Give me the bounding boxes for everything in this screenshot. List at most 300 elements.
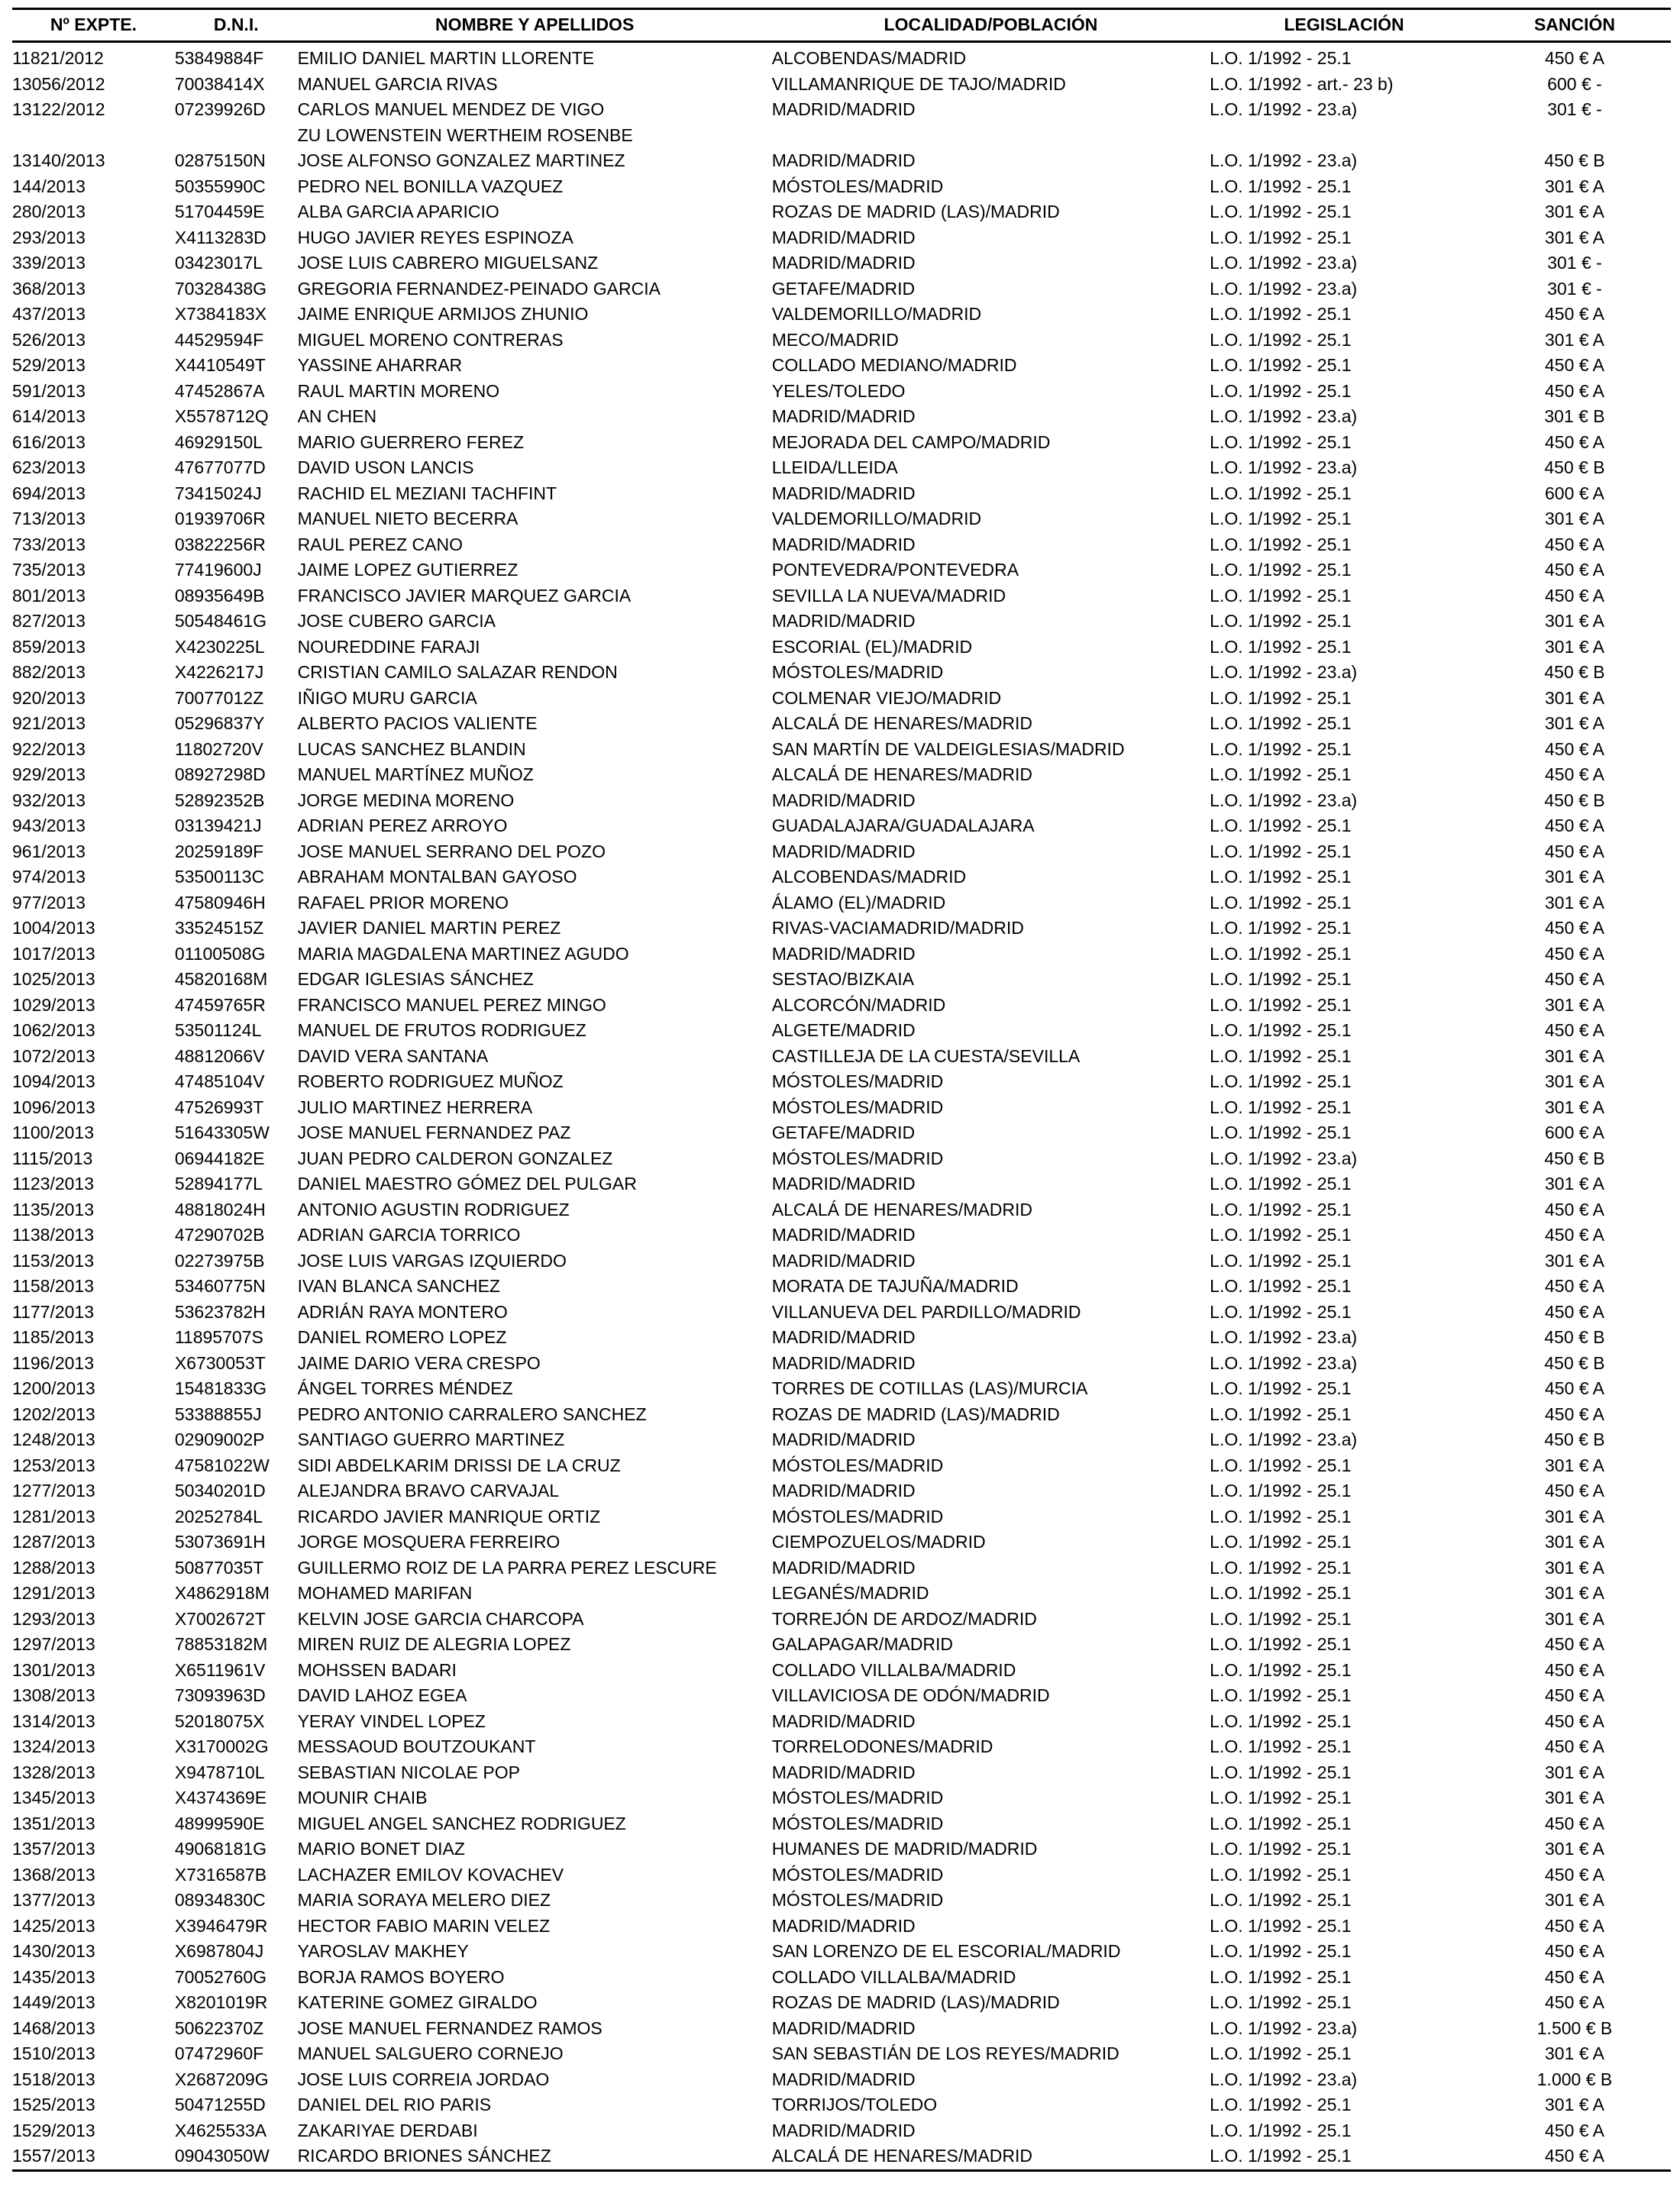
cell-legislacion bbox=[1210, 1044, 1478, 1070]
table-row bbox=[12, 788, 1671, 814]
cell-line: EDGAR IGLESIAS SÁNCHEZ bbox=[297, 969, 534, 989]
cell-sancion bbox=[1478, 839, 1671, 865]
cell-line: X5578712Q bbox=[174, 406, 269, 426]
cell-expte bbox=[12, 1939, 175, 1965]
cell-line: 713/2013 bbox=[12, 509, 86, 528]
cell-line: PEDRO NEL BONILLA VAZQUEZ bbox=[297, 176, 564, 196]
cell-sancion bbox=[1478, 916, 1671, 942]
cell-localidad bbox=[772, 942, 1210, 968]
cell-sancion bbox=[1478, 1223, 1671, 1249]
cell-line: 73415024J bbox=[174, 483, 262, 503]
cell-localidad bbox=[772, 1120, 1210, 1146]
table-row bbox=[12, 2067, 1671, 2093]
cell-line: JUAN PEDRO CALDERON GONZALEZ bbox=[297, 1148, 613, 1168]
cell-line: MADRID/MADRID bbox=[771, 2120, 916, 2140]
cell-localidad bbox=[772, 1530, 1210, 1555]
cell-localidad bbox=[772, 506, 1210, 532]
cell-dni bbox=[175, 1351, 298, 1377]
cell-nombre bbox=[298, 2016, 772, 2042]
cell-line: L.O. 1/1992 - 25.1 bbox=[1210, 560, 1352, 580]
cell-line: 20259189F bbox=[174, 841, 264, 861]
cell-line: CASTILLEJA DE LA CUESTA/SEVILLA bbox=[771, 1045, 1081, 1066]
cell-expte bbox=[12, 2041, 175, 2067]
cell-nombre bbox=[298, 890, 772, 916]
cell-line: 07239926D bbox=[174, 99, 266, 119]
cell-sancion bbox=[1478, 430, 1671, 456]
cell-line: 1158/2013 bbox=[12, 1276, 95, 1296]
cell-dni bbox=[175, 72, 298, 98]
cell-dni bbox=[175, 250, 298, 276]
table-header bbox=[12, 9, 1671, 42]
cell-sancion bbox=[1478, 1069, 1671, 1095]
cell-dni bbox=[175, 1274, 298, 1300]
cell-line: 450 € A bbox=[1544, 738, 1605, 759]
cell-sancion bbox=[1478, 609, 1671, 635]
cell-line: RIVAS-VACIAMADRID/MADRID bbox=[771, 918, 1024, 938]
cell-legislacion bbox=[1210, 532, 1478, 558]
cell-legislacion bbox=[1210, 609, 1478, 635]
cell-legislacion bbox=[1210, 1274, 1478, 1300]
cell-line: FRANCISCO JAVIER MARQUEZ GARCIA bbox=[297, 585, 632, 606]
cell-dni bbox=[175, 97, 298, 148]
cell-line: MECO/MADRID bbox=[771, 329, 899, 350]
cell-expte bbox=[12, 864, 175, 890]
cell-dni bbox=[175, 1581, 298, 1607]
cell-nombre bbox=[298, 1785, 772, 1811]
cell-line: MÓSTOLES/MADRID bbox=[771, 1890, 944, 1910]
cell-line: ÁLAMO (EL)/MADRID bbox=[771, 892, 946, 913]
cell-line: 50355990C bbox=[174, 176, 266, 196]
table-row bbox=[12, 1146, 1671, 1172]
table-row bbox=[12, 302, 1671, 328]
cell-line: 1115/2013 bbox=[12, 1148, 93, 1168]
cell-dni bbox=[175, 890, 298, 916]
cell-dni bbox=[175, 1709, 298, 1735]
cell-localidad bbox=[772, 1453, 1210, 1479]
cell-line: SIDI ABDELKARIM DRISSI DE LA CRUZ bbox=[297, 1455, 621, 1475]
cell-line: 1096/2013 bbox=[12, 1097, 95, 1117]
cell-dni bbox=[175, 967, 298, 993]
table-row bbox=[12, 1607, 1671, 1633]
cell-line: 70052760G bbox=[174, 1966, 267, 1987]
table-row bbox=[12, 506, 1671, 532]
cell-sancion bbox=[1478, 1146, 1671, 1172]
cell-line: 301 € A bbox=[1544, 329, 1605, 350]
cell-nombre bbox=[298, 839, 772, 865]
cell-line: 73093963D bbox=[174, 1685, 266, 1705]
cell-line: MEJORADA DEL CAMPO/MADRID bbox=[771, 431, 1051, 452]
cell-line: MADRID/MADRID bbox=[771, 534, 916, 554]
cell-legislacion bbox=[1210, 1785, 1478, 1811]
cell-expte bbox=[12, 890, 175, 916]
cell-line: JORGE MEDINA MORENO bbox=[297, 790, 515, 810]
cell-line: 1253/2013 bbox=[12, 1455, 95, 1475]
cell-line: 50471255D bbox=[174, 2095, 266, 2114]
table-row bbox=[12, 1683, 1671, 1709]
cell-line: 450 € A bbox=[1544, 1659, 1605, 1680]
cell-expte bbox=[12, 1249, 175, 1274]
cell-line: TORRIJOS/TOLEDO bbox=[771, 2095, 938, 2114]
cell-legislacion bbox=[1210, 583, 1478, 609]
cell-legislacion bbox=[1210, 2118, 1478, 2144]
cell-line: 09043050W bbox=[174, 2146, 270, 2166]
cell-dni bbox=[175, 813, 298, 839]
cell-legislacion bbox=[1210, 1734, 1478, 1760]
cell-line: JOSE CUBERO GARCIA bbox=[297, 611, 496, 631]
cell-localidad bbox=[772, 1555, 1210, 1581]
cell-expte bbox=[12, 609, 175, 635]
cell-line: 920/2013 bbox=[12, 687, 86, 708]
cell-line: 53500113C bbox=[174, 867, 265, 887]
cell-line: L.O. 1/1992 - 23.a) bbox=[1210, 278, 1358, 299]
cell-line: 144/2013 bbox=[12, 176, 86, 196]
cell-line: MIGUEL ANGEL SANCHEZ RODRIGUEZ bbox=[297, 1813, 626, 1833]
cell-line: 47526993T bbox=[174, 1097, 264, 1117]
cell-line: 921/2013 bbox=[12, 713, 86, 733]
cell-line: 827/2013 bbox=[12, 611, 86, 631]
cell-localidad bbox=[772, 481, 1210, 507]
cell-line: MIGUEL MORENO CONTRERAS bbox=[297, 329, 564, 350]
cell-nombre bbox=[298, 1274, 772, 1300]
cell-line: 1308/2013 bbox=[12, 1685, 95, 1705]
cell-line: X4862918M bbox=[174, 1583, 270, 1603]
col-header-nombre: NOMBRE Y APELLIDOS bbox=[298, 9, 772, 42]
cell-localidad bbox=[772, 2067, 1210, 2093]
cell-expte bbox=[12, 1836, 175, 1862]
cell-expte bbox=[12, 379, 175, 405]
table-row bbox=[12, 813, 1671, 839]
cell-legislacion bbox=[1210, 737, 1478, 763]
cell-line: DAVID LAHOZ EGEA bbox=[297, 1685, 467, 1705]
cell-sancion bbox=[1478, 1351, 1671, 1377]
cell-expte bbox=[12, 660, 175, 686]
table-row bbox=[12, 1171, 1671, 1197]
cell-line: COLMENAR VIEJO/MADRID bbox=[771, 687, 1002, 708]
cell-line: L.O. 1/1992 - 23.a) bbox=[1210, 662, 1358, 682]
cell-line: 47485104V bbox=[174, 1071, 265, 1091]
cell-line: 47677077D bbox=[174, 457, 266, 477]
cell-line: 450 € A bbox=[1544, 380, 1605, 401]
cell-localidad bbox=[772, 1171, 1210, 1197]
cell-line: MADRID/MADRID bbox=[771, 483, 916, 503]
table-row bbox=[12, 1376, 1671, 1402]
cell-expte bbox=[12, 788, 175, 814]
cell-line: 529/2013 bbox=[12, 355, 86, 375]
cell-dni bbox=[175, 916, 298, 942]
cell-line: 53073691H bbox=[174, 1532, 266, 1552]
table-row bbox=[12, 174, 1671, 200]
cell-line: 1291/2013 bbox=[12, 1583, 95, 1603]
cell-line: MADRID/MADRID bbox=[771, 943, 916, 964]
cell-line: MÓSTOLES/MADRID bbox=[771, 176, 944, 196]
cell-line: L.O. 1/1992 - 25.1 bbox=[1210, 1199, 1352, 1219]
table-row bbox=[12, 430, 1671, 456]
cell-expte bbox=[12, 1453, 175, 1479]
cell-sancion bbox=[1478, 353, 1671, 379]
cell-sancion bbox=[1478, 1376, 1671, 1402]
cell-line: 301 € A bbox=[1544, 1762, 1605, 1782]
cell-sancion bbox=[1478, 2143, 1671, 2170]
cell-sancion bbox=[1478, 1836, 1671, 1862]
cell-legislacion bbox=[1210, 250, 1478, 276]
cell-line: 450 € A bbox=[1544, 1966, 1605, 1987]
col-header-localidad: LOCALIDAD/POBLACIÓN bbox=[772, 9, 1210, 42]
table-row bbox=[12, 481, 1671, 507]
cell-line: 48818024H bbox=[174, 1199, 266, 1219]
cell-line: ESCORIAL (EL)/MADRID bbox=[771, 636, 973, 657]
cell-legislacion bbox=[1210, 1683, 1478, 1709]
cell-dni bbox=[175, 506, 298, 532]
cell-line: X4226217J bbox=[174, 662, 264, 682]
cell-sancion bbox=[1478, 1760, 1671, 1786]
cell-dni bbox=[175, 430, 298, 456]
table-row bbox=[12, 1223, 1671, 1249]
cell-localidad bbox=[772, 557, 1210, 583]
cell-line: 1287/2013 bbox=[12, 1532, 95, 1552]
cell-sancion bbox=[1478, 532, 1671, 558]
cell-localidad bbox=[772, 1325, 1210, 1351]
cell-line: 293/2013 bbox=[12, 227, 86, 247]
cell-line: YAROSLAV MAKHEY bbox=[297, 1941, 469, 1961]
cell-localidad bbox=[772, 890, 1210, 916]
cell-nombre bbox=[298, 1351, 772, 1377]
cell-dni bbox=[175, 1555, 298, 1581]
cell-dni bbox=[175, 1325, 298, 1351]
cell-legislacion bbox=[1210, 1965, 1478, 1991]
cell-nombre bbox=[298, 1402, 772, 1428]
table-row bbox=[12, 148, 1671, 174]
table-row bbox=[12, 2143, 1671, 2170]
cell-line: GETAFE/MADRID bbox=[771, 1123, 916, 1142]
cell-line: X4410549T bbox=[174, 355, 266, 375]
table-row bbox=[12, 250, 1671, 276]
cell-sancion bbox=[1478, 1785, 1671, 1811]
table-row bbox=[12, 328, 1671, 354]
table-row bbox=[12, 1632, 1671, 1658]
cell-dni bbox=[175, 455, 298, 481]
cell-dni bbox=[175, 1249, 298, 1274]
cell-line: JOSE MANUEL FERNANDEZ PAZ bbox=[297, 1123, 571, 1142]
cell-line: 437/2013 bbox=[12, 304, 86, 324]
cell-localidad bbox=[772, 967, 1210, 993]
cell-line: L.O. 1/1992 - 25.1 bbox=[1210, 1966, 1352, 1987]
cell-dni bbox=[175, 660, 298, 686]
table-row bbox=[12, 1658, 1671, 1684]
cell-nombre bbox=[298, 225, 772, 251]
cell-expte bbox=[12, 1990, 175, 2016]
cell-sancion bbox=[1478, 72, 1671, 98]
cell-line: L.O. 1/1992 - 23.a) bbox=[1210, 2069, 1358, 2089]
cell-legislacion bbox=[1210, 916, 1478, 942]
table-row bbox=[12, 967, 1671, 993]
cell-line: 1345/2013 bbox=[12, 1788, 95, 1807]
cell-line: L.O. 1/1992 - 25.1 bbox=[1210, 2095, 1352, 2114]
cell-localidad bbox=[772, 1376, 1210, 1402]
cell-localidad bbox=[772, 2118, 1210, 2144]
cell-line: 450 € A bbox=[1544, 1020, 1605, 1040]
cell-line: MADRID/MADRID bbox=[771, 790, 916, 810]
cell-line: L.O. 1/1992 - 25.1 bbox=[1210, 1736, 1352, 1756]
cell-line: 450 € A bbox=[1544, 1301, 1605, 1322]
cell-line: 301 € A bbox=[1544, 1839, 1605, 1859]
cell-line: X2687209G bbox=[174, 2069, 269, 2089]
cell-line: SANTIAGO GUERRO MARTINEZ bbox=[297, 1429, 565, 1449]
cell-localidad bbox=[772, 404, 1210, 430]
cell-line: X7002672T bbox=[174, 1608, 266, 1629]
cell-sancion bbox=[1478, 686, 1671, 712]
cell-line: MANUEL MARTÍNEZ MUÑOZ bbox=[297, 764, 534, 784]
cell-nombre bbox=[298, 481, 772, 507]
cell-line: MÓSTOLES/MADRID bbox=[771, 1455, 944, 1475]
cell-legislacion bbox=[1210, 1811, 1478, 1837]
cell-expte bbox=[12, 1734, 175, 1760]
cell-expte bbox=[12, 1862, 175, 1888]
cell-line: L.O. 1/1992 - 25.1 bbox=[1210, 867, 1352, 887]
cell-nombre bbox=[298, 762, 772, 788]
cell-line: L.O. 1/1992 - 25.1 bbox=[1210, 1915, 1352, 1936]
cell-line: JOSE MANUEL SERRANO DEL POZO bbox=[297, 841, 606, 861]
cell-line: MADRID/MADRID bbox=[771, 227, 916, 247]
cell-line: L.O. 1/1992 - 23.a) bbox=[1210, 150, 1358, 170]
cell-expte bbox=[12, 506, 175, 532]
cell-line: MANUEL DE FRUTOS RODRIGUEZ bbox=[297, 1020, 586, 1040]
cell-dni bbox=[175, 225, 298, 251]
table-row bbox=[12, 455, 1671, 481]
cell-line: YELES/TOLEDO bbox=[771, 380, 906, 401]
cell-legislacion bbox=[1210, 1427, 1478, 1453]
cell-line: 450 € A bbox=[1544, 1634, 1605, 1654]
table-row bbox=[12, 686, 1671, 712]
cell-localidad bbox=[772, 1709, 1210, 1735]
cell-line: L.O. 1/1992 - 23.a) bbox=[1210, 790, 1358, 810]
cell-sancion bbox=[1478, 1478, 1671, 1504]
cell-line: 53460775N bbox=[174, 1276, 266, 1296]
cell-line: 02909002P bbox=[174, 1429, 265, 1449]
cell-line: 301 € A bbox=[1544, 892, 1605, 913]
cell-line: MADRID/MADRID bbox=[771, 1174, 916, 1194]
cell-localidad bbox=[772, 148, 1210, 174]
cell-line: MARIO GUERRERO FEREZ bbox=[297, 431, 525, 452]
cell-dni bbox=[175, 609, 298, 635]
cell-line: 450 € A bbox=[1544, 2120, 1605, 2140]
cell-nombre bbox=[298, 1018, 772, 1044]
cell-line: MANUEL NIETO BECERRA bbox=[297, 509, 519, 528]
cell-line: 450 € A bbox=[1544, 560, 1605, 580]
cell-sancion bbox=[1478, 813, 1671, 839]
cell-line: 450 € A bbox=[1544, 943, 1605, 964]
cell-legislacion bbox=[1210, 1300, 1478, 1326]
cell-line: 735/2013 bbox=[12, 560, 86, 580]
cell-nombre bbox=[298, 328, 772, 354]
cell-sancion bbox=[1478, 1504, 1671, 1530]
cell-legislacion bbox=[1210, 1223, 1478, 1249]
cell-line: 922/2013 bbox=[12, 738, 86, 759]
cell-expte bbox=[12, 1530, 175, 1555]
cell-line: 13140/2013 bbox=[12, 150, 105, 170]
table-body bbox=[12, 42, 1671, 2171]
cell-line: TORREJÓN DE ARDOZ/MADRID bbox=[771, 1608, 1037, 1629]
cell-line: 02875150N bbox=[174, 150, 266, 170]
table-row bbox=[12, 404, 1671, 430]
cell-line: 450 € A bbox=[1544, 816, 1605, 835]
cell-line: 50340201D bbox=[174, 1481, 266, 1501]
cell-legislacion bbox=[1210, 993, 1478, 1019]
cell-line: ALEJANDRA BRAVO CARVAJAL bbox=[297, 1481, 560, 1501]
cell-expte bbox=[12, 1197, 175, 1223]
cell-sancion bbox=[1478, 1171, 1671, 1197]
cell-line: 1004/2013 bbox=[12, 918, 95, 938]
cell-sancion bbox=[1478, 328, 1671, 354]
cell-sancion bbox=[1478, 1018, 1671, 1044]
cell-sancion bbox=[1478, 1811, 1671, 1837]
cell-line: L.O. 1/1992 - 25.1 bbox=[1210, 1020, 1352, 1040]
cell-nombre bbox=[298, 1427, 772, 1453]
cell-nombre bbox=[298, 353, 772, 379]
cell-line: 1525/2013 bbox=[12, 2095, 95, 2114]
cell-line: 52018075X bbox=[174, 1711, 265, 1731]
cell-localidad bbox=[772, 379, 1210, 405]
cell-line: 301 € A bbox=[1544, 227, 1605, 247]
cell-expte bbox=[12, 1427, 175, 1453]
cell-dni bbox=[175, 2067, 298, 2093]
cell-dni bbox=[175, 1939, 298, 1965]
cell-line: 450 € A bbox=[1544, 1864, 1605, 1885]
cell-line: L.O. 1/1992 - 25.1 bbox=[1210, 841, 1352, 861]
cell-line: L.O. 1/1992 - 25.1 bbox=[1210, 1123, 1352, 1142]
cell-line: 53388855J bbox=[174, 1404, 262, 1424]
cell-line: ROBERTO RODRIGUEZ MUÑOZ bbox=[297, 1071, 564, 1091]
cell-nombre bbox=[298, 993, 772, 1019]
cell-localidad bbox=[772, 864, 1210, 890]
cell-line: ADRIAN GARCIA TORRICO bbox=[297, 1225, 521, 1245]
cell-legislacion bbox=[1210, 1120, 1478, 1146]
cell-localidad bbox=[772, 711, 1210, 737]
cell-line: 450 € A bbox=[1544, 1685, 1605, 1705]
cell-line: L.O. 1/1992 - 25.1 bbox=[1210, 1225, 1352, 1245]
cell-line: 943/2013 bbox=[12, 816, 86, 835]
table-row bbox=[12, 864, 1671, 890]
cell-line: 450 € B bbox=[1544, 1327, 1605, 1347]
cell-nombre bbox=[298, 1734, 772, 1760]
cell-dni bbox=[175, 2041, 298, 2067]
cell-expte bbox=[12, 250, 175, 276]
table-row bbox=[12, 2118, 1671, 2144]
cell-line: 1062/2013 bbox=[12, 1020, 95, 1040]
cell-expte bbox=[12, 481, 175, 507]
cell-line: 45820168M bbox=[174, 969, 268, 989]
cell-localidad bbox=[772, 686, 1210, 712]
cell-nombre bbox=[298, 199, 772, 225]
cell-line: 977/2013 bbox=[12, 892, 86, 913]
cell-sancion bbox=[1478, 506, 1671, 532]
cell-legislacion bbox=[1210, 1939, 1478, 1965]
cell-dni bbox=[175, 1785, 298, 1811]
cell-expte bbox=[12, 353, 175, 379]
cell-line: 03423017L bbox=[174, 253, 263, 273]
cell-line: L.O. 1/1992 - 23.a) bbox=[1210, 99, 1358, 119]
cell-line: 51643305W bbox=[174, 1123, 270, 1142]
cell-line: L.O. 1/1992 - 25.1 bbox=[1210, 687, 1352, 708]
cell-line: 450 € B bbox=[1544, 662, 1605, 682]
cell-localidad bbox=[772, 2041, 1210, 2067]
cell-line: 801/2013 bbox=[12, 585, 86, 606]
cell-line: L.O. 1/1992 - 25.1 bbox=[1210, 1864, 1352, 1885]
cell-line: 301 € A bbox=[1544, 994, 1605, 1015]
cell-legislacion bbox=[1210, 711, 1478, 737]
cell-line: MESSAOUD BOUTZOUKANT bbox=[297, 1736, 536, 1756]
cell-line: DAVID USON LANCIS bbox=[297, 457, 474, 477]
cell-expte bbox=[12, 1683, 175, 1709]
